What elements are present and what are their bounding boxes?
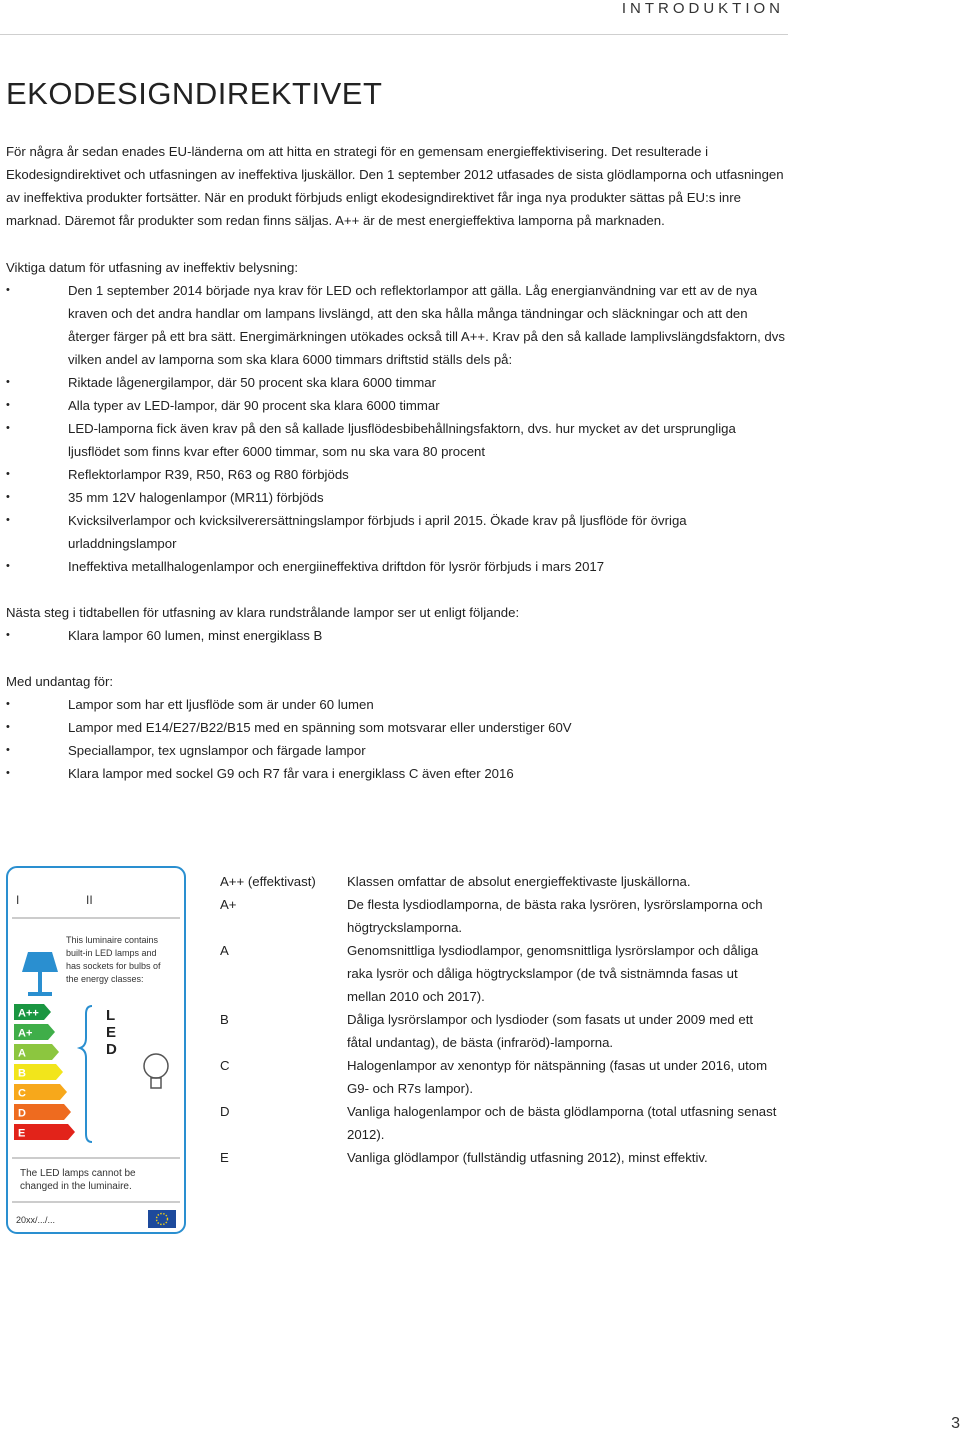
page-number: 3 [951, 1415, 960, 1432]
energy-class-letter: C [18, 1087, 26, 1100]
dates-section [6, 256, 786, 578]
list-item: • Riktade lågenergilampor, där 50 procent ska klara 6000 timmar [6, 371, 786, 394]
next-step-heading: Nästa steg i tidtabellen för utfasning av klara rundstrålande lampor ser ut enligt följande: [6, 605, 520, 620]
table-row [220, 870, 780, 893]
label-info-line: This luminaire contains [66, 935, 159, 945]
energy-class-table [220, 870, 780, 1169]
class-description: Genomsnittliga lysdiodlampor, genomsnittliga lysrörslampor och dåliga raka lysrör och dåliga högtryckslampor (de två sistnämnda fasas ut mellan 2010 och 2017). [347, 943, 759, 1004]
list-item: • Speciallampor, tex ugnslampor och färgade lampor [6, 739, 786, 762]
table-row [220, 1054, 780, 1100]
exceptions-section [6, 670, 786, 785]
class-description: Vanliga glödlampor (fullständig utfasning 2012), minst effektiv. [347, 1150, 708, 1165]
list-item: • Reflektorlampor R39, R50, R63 og R80 förbjöds [6, 463, 786, 486]
list-item: • Alla typer av LED-lampor, där 90 procent ska klara 6000 timmar [6, 394, 786, 417]
class-key: C [220, 1058, 230, 1073]
next-step-section [6, 601, 786, 647]
next-step-list [6, 624, 786, 647]
roman-numeral-2: II [86, 893, 93, 907]
label-note-line: changed in the luminaire. [20, 1181, 132, 1192]
exceptions-heading: Med undantag för: [6, 674, 114, 689]
list-item: • Klara lampor med sockel G9 och R7 får vara i energiklass C även efter 2016 [6, 762, 786, 785]
class-key: A [220, 943, 229, 958]
energy-class-letter: D [18, 1107, 26, 1120]
energy-class-letter: E [18, 1127, 26, 1140]
label-note-line: The LED lamps cannot be [20, 1168, 136, 1179]
table-row [220, 1008, 780, 1054]
class-key: B [220, 1012, 229, 1027]
energy-class-letter: B [18, 1067, 26, 1080]
label-info-line: has sockets for bulbs of [66, 961, 161, 971]
list-item: • Ineffektiva metallhalogenlampor och energiineffektiva driftdon för lysrör förbjuds i mars 2017 [6, 555, 786, 578]
class-key: E [220, 1150, 229, 1165]
label-info-line: built-in LED lamps and [66, 948, 157, 958]
class-key: A++ (effektivast) [220, 874, 316, 889]
list-item: • Kvicksilverlampor och kvicksilverersättningslampor förbjuds i april 2015. Ökade krav på ljusflöde för övriga urladdningslampor [6, 509, 786, 555]
list-item: • 35 mm 12V halogenlampor (MR11) förbjöds [6, 486, 786, 509]
class-description: De flesta lysdiodlamporna, de bästa raka lysrören, lysrörslamporna och högtryckslamporna. [347, 897, 763, 935]
list-item: • LED-lamporna fick även krav på den så kallade ljusflödesbibehållningsfaktorn, dvs. hur mycket av det ursprungliga ljusflödet som finns kvar efter 6000 timmar, som nu ska vara 80 procent [6, 417, 786, 463]
section-label: INTRODUKTION [621, 0, 784, 17]
table-row [220, 1100, 780, 1146]
class-description: Vanliga halogenlampor och de bästa glödlamporna (total utfasning senast 2012). [347, 1104, 777, 1142]
label-date: 20xx/.../... [16, 1215, 56, 1225]
energy-label-image [6, 866, 186, 1234]
list-item: • Den 1 september 2014 började nya krav för LED och reflektorlampor att gälla. Låg energianvändning var ett av de nya kraven och det andra handlar om lampans livslängd, att den ska hålla många tändningar och släckningar och att den återger färger på ett bra sätt. Energimärkningen utökades också till A++. Krav på den så kallade lamplivslängdsfaktorn, dvs vilken andel av lamporna som ska klara 6000 timmars driftstid ställs dels på: [6, 279, 786, 371]
dates-heading: Viktiga datum för utfasning av ineffektiv belysning: [6, 260, 299, 275]
page-title: EKODESIGNDIREKTIVET [6, 76, 383, 111]
eu-flag-icon [148, 1210, 176, 1228]
header-divider [0, 34, 788, 35]
table-row [220, 893, 780, 939]
table-row [220, 1146, 780, 1169]
class-description: Klassen omfattar de absolut energieffektivaste ljuskällorna. [347, 874, 691, 889]
roman-numeral-1: I [16, 893, 20, 907]
label-info-line: the energy classes: [66, 974, 144, 984]
list-item: • Klara lampor 60 lumen, minst energiklass B [6, 624, 786, 647]
class-key: D [220, 1104, 230, 1119]
led-letter: E [106, 1024, 117, 1041]
intro-paragraph-block [6, 140, 786, 232]
energy-class-letter: A [18, 1047, 26, 1060]
dates-list [6, 279, 786, 578]
energy-class-letter: A+ [18, 1027, 33, 1040]
led-letter: D [106, 1041, 117, 1058]
table-row [220, 939, 780, 1008]
exceptions-list [6, 693, 786, 785]
intro-paragraph: För några år sedan enades EU-länderna om att hitta en strategi för en gemensam energieffektivisering. Det resulterade i Ekodesigndirektivet och utfasningen av ineffektiva ljuskällor. Den 1 september 2012 utfasades de sista glödlamporna och utfasningen av ineffektiva produkter fortsätter. När en produkt förbjuds enligt ekodesigndirektivet får inga nya produkter sättas på EU:s inre marknad. Däremot får produkter som redan finns säljas. A++ är de mest energieffektiva lamporna på marknaden. [6, 144, 784, 228]
list-item: • Lampor med E14/E27/B22/B15 med en spänning som motsvarar eller understiger 60V [6, 716, 786, 739]
list-item: • Lampor som har ett ljusflöde som är under 60 lumen [6, 693, 786, 716]
energy-class-letter: A++ [18, 1007, 39, 1020]
led-letter: L [106, 1007, 116, 1024]
class-key: A+ [220, 897, 237, 912]
class-description: Dåliga lysrörslampor och lysdioder (som fasats ut under 2009 med ett fåtal undantag), de bästa (infraröd)-lamporna. [347, 1012, 754, 1050]
class-description: Halogenlampor av xenontyp för nätspänning (fasas ut under 2016, utom G9- och R7s lampor). [347, 1058, 768, 1096]
